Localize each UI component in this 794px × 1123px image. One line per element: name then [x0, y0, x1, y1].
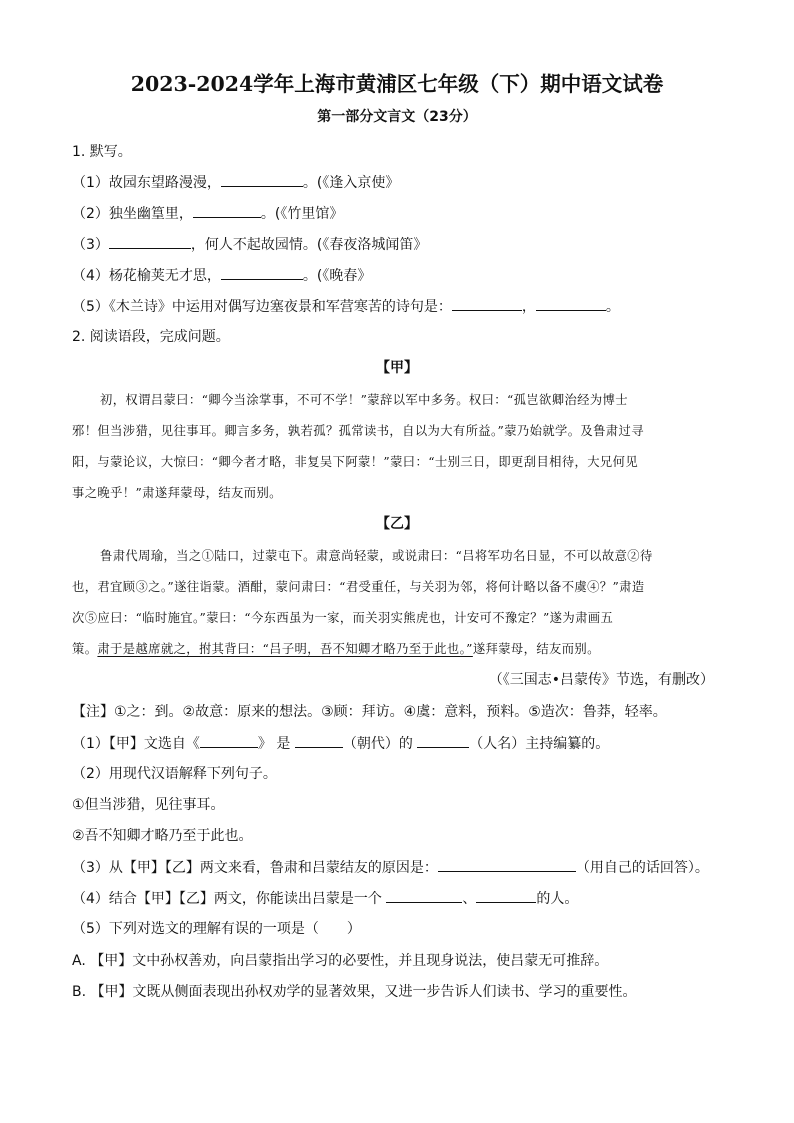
- q2-sub3-text-a: （3）从【甲】【乙】两文来看，鲁肃和吕蒙结友的原因是：: [72, 860, 438, 876]
- answer-blank[interactable]: [438, 858, 576, 872]
- option-a[interactable]: A. 【甲】文中孙权善劝，向吕蒙指出学习的必要性，并且现身说法，使吕蒙无可推辞。: [72, 953, 609, 969]
- q1-item-2: [72, 204, 343, 223]
- q1-item-5: [72, 297, 620, 316]
- q1-item-2-prefix: （2）独坐幽篁里，: [72, 206, 193, 222]
- q1-item-4-suffix: 。(《晚春》: [302, 268, 372, 284]
- q1-item-5-suffix: 。: [605, 299, 620, 315]
- section-title: 第一部分文言文（23分）: [317, 109, 477, 125]
- q2-sub3: [72, 858, 709, 877]
- passage-jia-line: 邪！但当涉猎，见往事耳。卿言多务，孰若孤？孤常读书，自以为大有所益。”蒙乃始就学。及鲁肃过寻: [72, 424, 644, 438]
- q1-item-3-suffix: ，何人不起故园情。(《春夜洛城闻笛》: [190, 237, 428, 253]
- exam-title: 2023-2024学年上海市黄浦区七年级（下）期中语文试卷: [130, 72, 664, 96]
- q1-stem: 1. 默写。: [72, 144, 132, 160]
- passage-yi-line4-start: 策。: [72, 642, 98, 656]
- q2-sub5: （5）下列对选文的理解有误的一项是（ ）: [72, 921, 361, 937]
- answer-blank[interactable]: [386, 889, 462, 903]
- q1-item-1-suffix: 。(《逢入京使》: [302, 175, 400, 191]
- answer-blank[interactable]: [193, 204, 261, 218]
- q2-sub2: （2）用现代汉语解释下列句子。: [72, 766, 277, 782]
- annotation-note: 【注】①之：到。②故意：原来的想法。③顾：拜访。④虞：意料，预料。⑤造次：鲁莽，轻率。: [72, 704, 667, 720]
- q1-item-5-prefix: （5）《木兰诗》中运用对偶写边塞夜景和军营寒苦的诗句是：: [72, 299, 452, 315]
- answer-blank[interactable]: [221, 173, 303, 187]
- passage-jia-line: 初，权谓吕蒙曰：“卿今当涂掌事，不可不学！”蒙辞以军中多务。权曰：“孤岂欲卿治经为博士: [100, 393, 628, 407]
- q1-item-2-suffix: 。(《竹里馆》: [260, 206, 344, 222]
- answer-blank[interactable]: [295, 734, 343, 748]
- q2-sub1-text-a: （1）【甲】文选自《: [72, 736, 200, 752]
- answer-blank[interactable]: [109, 235, 191, 249]
- q1-item-4: [72, 266, 371, 285]
- q1-item-4-prefix: （4）杨花榆荚无才思，: [72, 268, 221, 284]
- passage-yi-line: 也，君宜顾③之。”遂往诣蒙。酒酣，蒙问肃曰：“君受重任，与关羽为邻，将何计略以备不虞④？”肃造: [72, 580, 645, 594]
- answer-blank[interactable]: [417, 734, 469, 748]
- q2-sub1-text-d: （人名）主持编纂的。: [469, 736, 610, 752]
- passage-yi-line: [72, 640, 600, 658]
- passage-yi-line: 鲁肃代周瑜，当之①陆口，过蒙屯下。肃意尚轻蒙，或说肃曰：“吕将军功名日显，不可以故意②待: [100, 549, 653, 563]
- q2-sub3-text-b: （用自己的话回答）。: [575, 860, 709, 876]
- q2-sub2-sentence-2: ②吾不知卿才略乃至于此也。: [72, 828, 253, 844]
- underlined-sentence: 肃于是越席就之，拊其背曰：“吕子明，吾不知卿才略乃至于此也。”: [97, 642, 473, 656]
- q2-sub1: [72, 734, 609, 753]
- passage-jia-line: 阳，与蒙论议，大惊曰：“卿今者才略，非复吴下阿蒙！”蒙曰：“士别三日，即更刮目相待，大兄何见: [72, 455, 639, 469]
- q2-sub1-text-c: （朝代）的: [342, 736, 413, 752]
- passage-jia-line: 事之晚乎！”肃遂拜蒙母，结友而别。: [72, 486, 282, 500]
- passage-jia-heading: 【甲】: [376, 360, 418, 376]
- answer-blank[interactable]: [200, 734, 258, 748]
- option-b[interactable]: B. 【甲】文既从侧面表现出孙权劝学的显著效果，又进一步告诉人们读书、学习的重要性。: [72, 984, 637, 1000]
- q1-item-3: [72, 235, 427, 254]
- answer-blank[interactable]: [536, 297, 606, 311]
- passage-source: （《三国志•吕蒙传》节选，有删改）: [488, 672, 714, 688]
- q2-sub2-sentence-1: ①但当涉猎，见往事耳。: [72, 797, 225, 813]
- answer-blank[interactable]: [452, 297, 522, 311]
- q2-sub1-text-b: 》 是: [257, 736, 291, 752]
- passage-yi-line4-end: 遂拜蒙母，结友而别。: [472, 642, 600, 656]
- q2-sub4-text-c: 的人。: [536, 891, 579, 907]
- q1-item-1: [72, 173, 399, 192]
- answer-blank[interactable]: [476, 889, 536, 903]
- q2-stem: 2. 阅读语段，完成问题。: [72, 329, 230, 345]
- q1-item-1-prefix: （1）故园东望路漫漫，: [72, 175, 221, 191]
- q1-item-5-mid: ，: [521, 299, 536, 315]
- q2-sub4-text-b: 、: [462, 891, 477, 907]
- q1-item-3-prefix: （3）: [72, 237, 109, 253]
- passage-yi-line: 次⑤应曰：“临时施宜。”蒙曰：“今东西虽为一家，而关羽实熊虎也，计安可不豫定？”遂为肃画五: [72, 611, 614, 625]
- answer-blank[interactable]: [221, 266, 303, 280]
- q2-sub4: [72, 889, 578, 908]
- q2-sub4-text-a: （4）结合【甲】【乙】两文，你能读出吕蒙是一个: [72, 891, 382, 907]
- passage-yi-heading: 【乙】: [376, 516, 418, 532]
